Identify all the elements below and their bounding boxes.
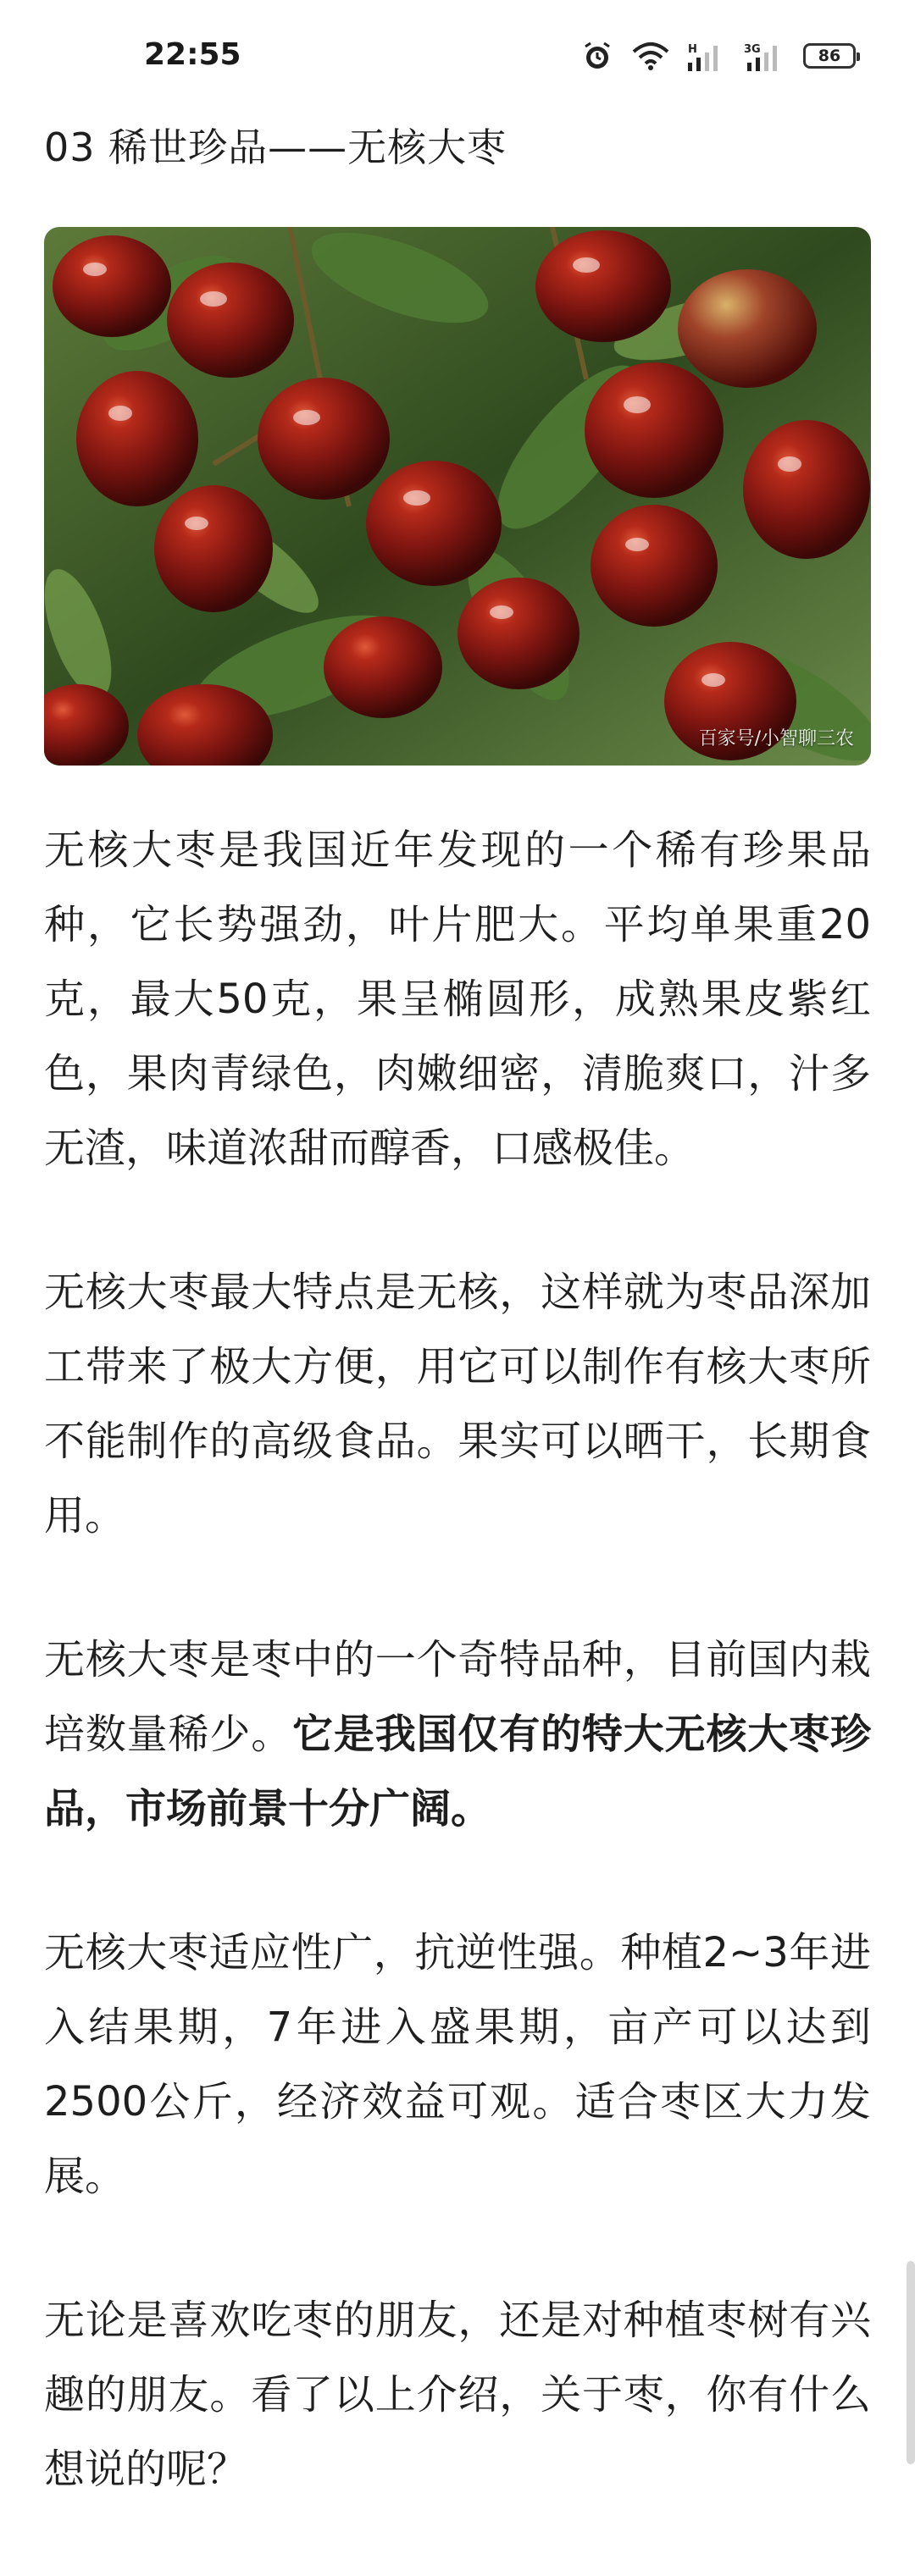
status-icons [581,37,856,75]
paragraph-intro: 无核大枣是我国近年发现的一个稀有珍果品种，它长势强劲，叶片肥大。平均单果重20克，最大50克，果呈椭圆形，成熟果皮紫红色，果肉青绿色，肉嫩细密，清脆爽口，汁多无渣，味道浓甜而醇香，口感极佳。 [44,826,871,1172]
jujube-illustration [44,227,871,766]
signal-3g-icon [744,41,785,71]
status-time: 22:55 [144,37,241,72]
jujube-photo[interactable] [44,227,871,766]
battery-icon [803,43,856,69]
paragraph-rarity-text: 无核大枣是枣中的一个奇特品种，目前国内栽培数量稀少。 [44,1636,871,1758]
paragraph-cultivation: 无核大枣适应性广，抗逆性强。种植2~3年进入结果期，7年进入盛果期，亩产可以达到2500公斤，经济效益可观。适合枣区大力发展。 [44,1929,871,2200]
svg-text:H: H [688,43,697,56]
signal-h-icon [688,41,725,71]
battery-level: 86 [818,46,841,65]
paragraph-rarity [44,1622,871,1846]
section-title: 03 稀世珍品——无核大枣 [44,124,507,170]
wifi-icon [632,41,669,70]
image-watermark: 百家号/小智聊三农 [698,728,854,749]
paragraph-closing: 无论是喜欢吃枣的朋友，还是对种植枣树有兴趣的朋友。看了以上介绍，关于枣，你有什么想说的呢？ [44,2297,871,2493]
scrollbar[interactable] [907,2261,915,2464]
svg-text:3G: 3G [744,43,761,56]
status-bar [0,0,915,119]
paragraph-rarity-bold: 它是我国仅有的特大无核大枣珍品，市场前景十分广阔。 [44,1711,871,1832]
article-body [44,813,871,2576]
paragraph-feature: 无核大枣最大特点是无核，这样就为枣品深加工带来了极大方便，用它可以制作有核大枣所不能制作的高级食品。果实可以晒干，长期食用。 [44,1269,871,1540]
alarm-icon [581,40,613,72]
